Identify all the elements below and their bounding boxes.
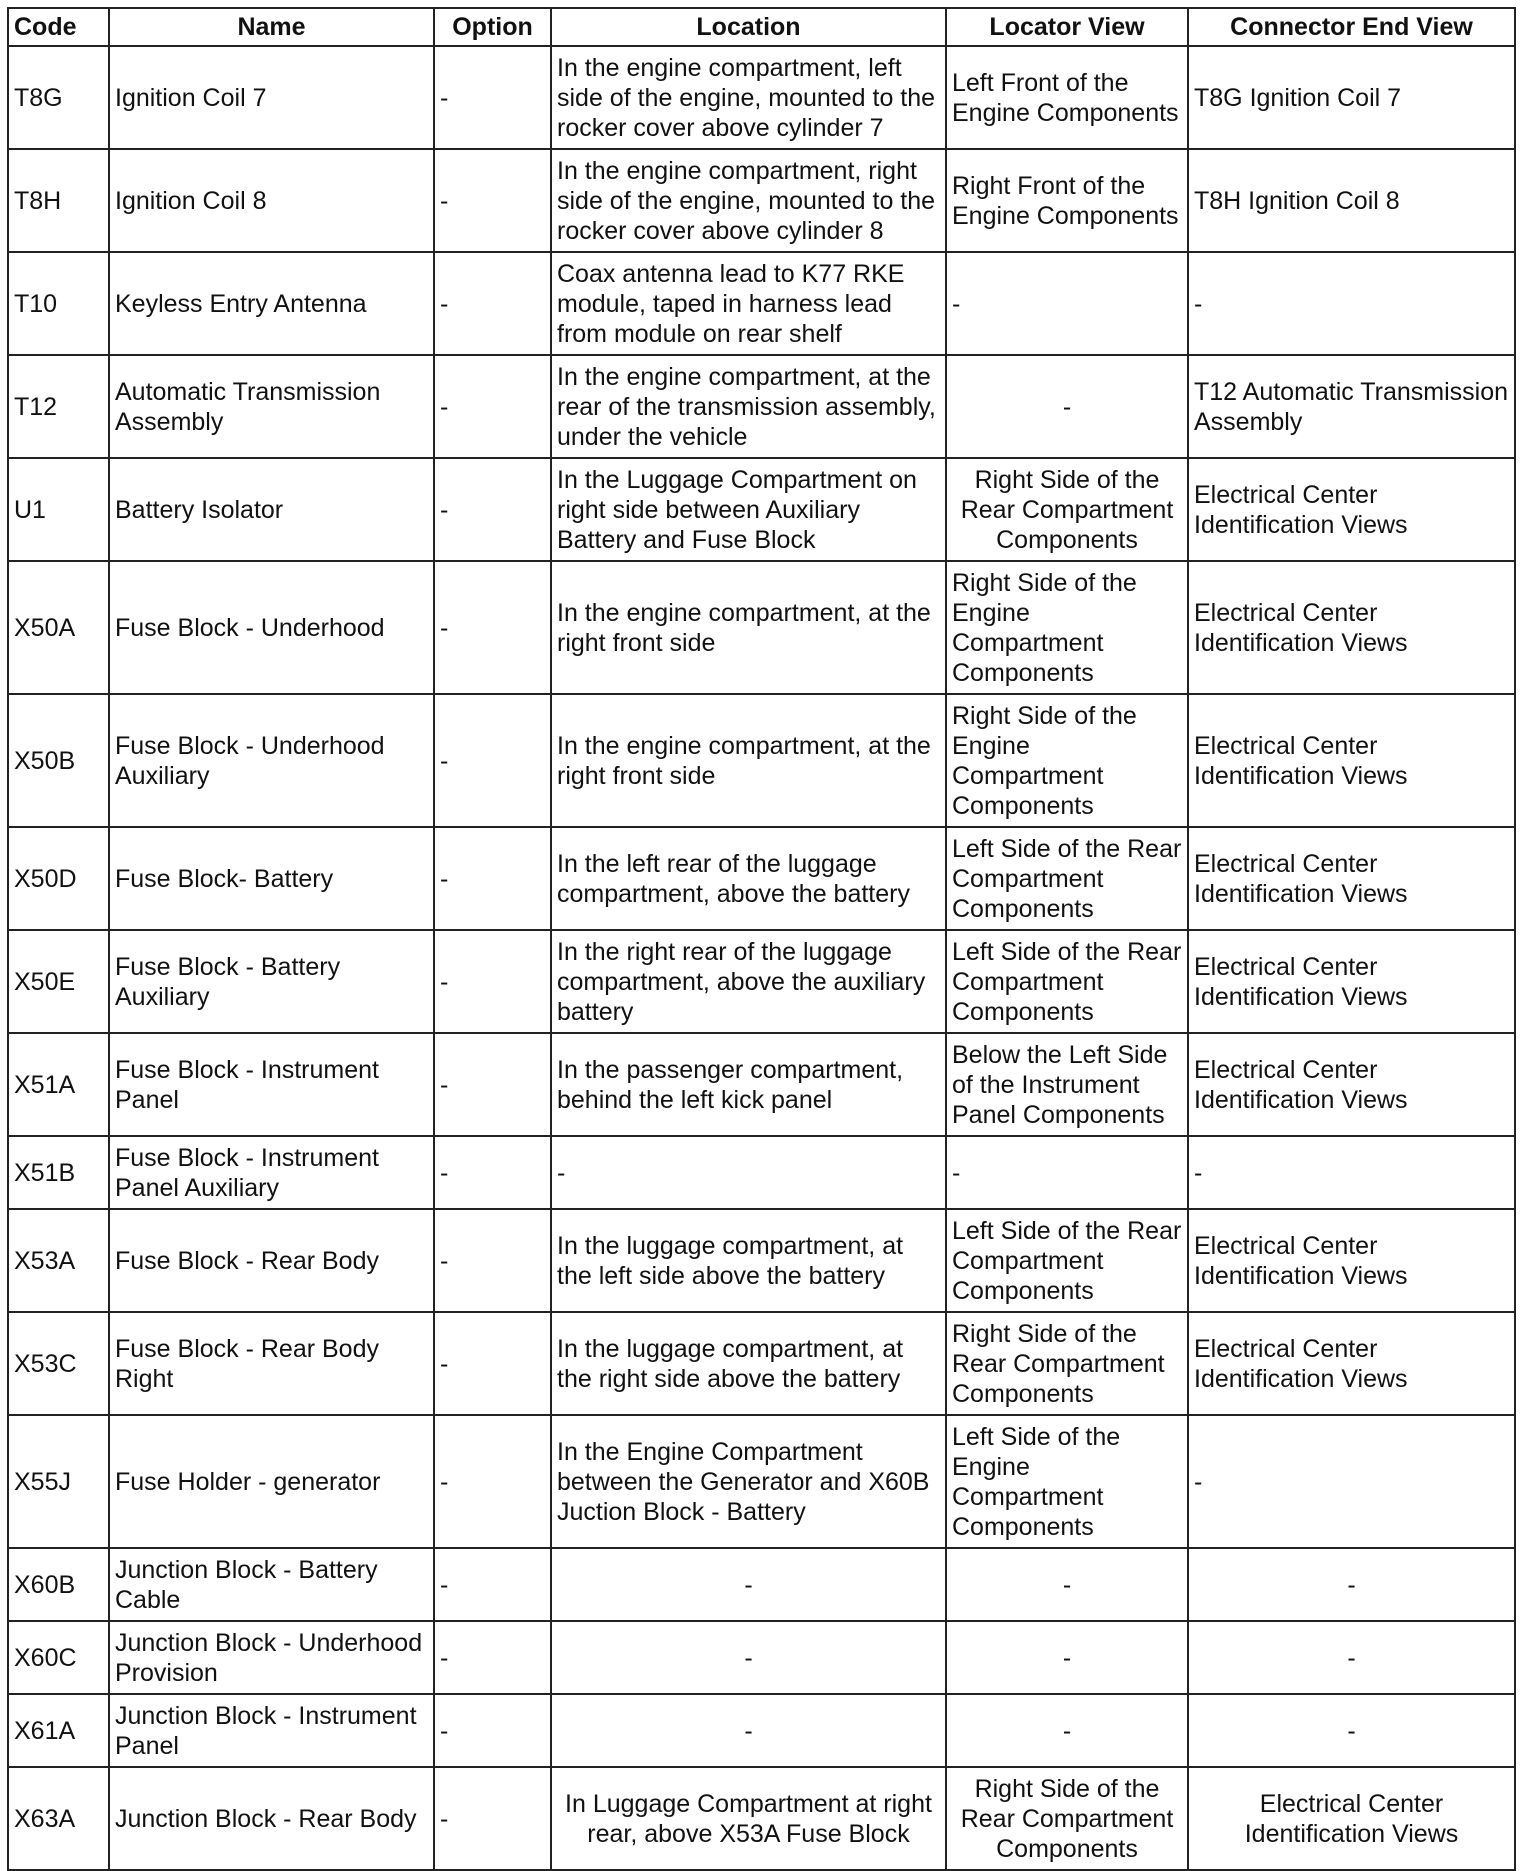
- cell-locator-view: Left Side of the Rear Compartment Components: [946, 827, 1188, 930]
- cell-location: -: [551, 1621, 946, 1694]
- cell-option: -: [434, 1694, 551, 1767]
- cell-locator-view: -: [946, 1136, 1188, 1209]
- cell-name: Fuse Holder - generator: [109, 1415, 434, 1548]
- cell-option: -: [434, 1136, 551, 1209]
- cell-code: X51A: [8, 1033, 109, 1136]
- header-locator-view: Locator View: [946, 8, 1188, 46]
- cell-connector-end-view: Electrical Center Identification Views: [1188, 561, 1515, 694]
- cell-code: T8H: [8, 149, 109, 252]
- component-locator-table: [7, 7, 1516, 1871]
- table-row: [8, 1209, 1515, 1312]
- cell-connector-end-view: Electrical Center Identification Views: [1188, 458, 1515, 561]
- cell-locator-view: Left Side of the Engine Compartment Components: [946, 1415, 1188, 1548]
- cell-name: Ignition Coil 7: [109, 46, 434, 149]
- table-row: [8, 827, 1515, 930]
- cell-connector-end-view: -: [1188, 1694, 1515, 1767]
- cell-connector-end-view: Electrical Center Identification Views: [1188, 827, 1515, 930]
- cell-option: -: [434, 1415, 551, 1548]
- cell-code: X50E: [8, 930, 109, 1033]
- cell-location: In the left rear of the luggage compartment, above the battery: [551, 827, 946, 930]
- cell-option: -: [434, 46, 551, 149]
- cell-option: -: [434, 930, 551, 1033]
- cell-locator-view: Left Front of the Engine Components: [946, 46, 1188, 149]
- cell-name: Fuse Block- Battery: [109, 827, 434, 930]
- cell-name: Fuse Block - Underhood: [109, 561, 434, 694]
- cell-code: X50B: [8, 694, 109, 827]
- cell-code: X55J: [8, 1415, 109, 1548]
- cell-location: In Luggage Compartment at right rear, above X53A Fuse Block: [551, 1767, 946, 1870]
- cell-connector-end-view: -: [1188, 1548, 1515, 1621]
- cell-option: -: [434, 252, 551, 355]
- cell-location: In the passenger compartment, behind the left kick panel: [551, 1033, 946, 1136]
- cell-location: In the engine compartment, at the right front side: [551, 694, 946, 827]
- header-option: Option: [434, 8, 551, 46]
- cell-name: Fuse Block - Underhood Auxiliary: [109, 694, 434, 827]
- cell-location: Coax antenna lead to K77 RKE module, taped in harness lead from module on rear shelf: [551, 252, 946, 355]
- cell-name: Fuse Block - Instrument Panel Auxiliary: [109, 1136, 434, 1209]
- header-location: Location: [551, 8, 946, 46]
- cell-name: Keyless Entry Antenna: [109, 252, 434, 355]
- table-row: [8, 355, 1515, 458]
- cell-location: In the Engine Compartment between the Generator and X60B Juction Block - Battery: [551, 1415, 946, 1548]
- header-code: Code: [8, 8, 109, 46]
- cell-connector-end-view: T8H Ignition Coil 8: [1188, 149, 1515, 252]
- table-row: [8, 930, 1515, 1033]
- cell-name: Junction Block - Rear Body: [109, 1767, 434, 1870]
- cell-code: X50A: [8, 561, 109, 694]
- cell-name: Ignition Coil 8: [109, 149, 434, 252]
- cell-option: -: [434, 1209, 551, 1312]
- table-row: [8, 1767, 1515, 1870]
- cell-location: In the engine compartment, left side of the engine, mounted to the rocker cover above cylinder 7: [551, 46, 946, 149]
- cell-connector-end-view: Electrical Center Identification Views: [1188, 1033, 1515, 1136]
- cell-name: Fuse Block - Instrument Panel: [109, 1033, 434, 1136]
- cell-name: Automatic Transmission Assembly: [109, 355, 434, 458]
- cell-option: -: [434, 149, 551, 252]
- table-row: [8, 694, 1515, 827]
- cell-locator-view: Left Side of the Rear Compartment Components: [946, 1209, 1188, 1312]
- cell-locator-view: Right Side of the Rear Compartment Components: [946, 1312, 1188, 1415]
- component-locator-table-container: [7, 7, 1514, 1871]
- table-row: [8, 1694, 1515, 1767]
- cell-option: -: [434, 458, 551, 561]
- cell-name: Battery Isolator: [109, 458, 434, 561]
- cell-location: In the engine compartment, at the rear of the transmission assembly, under the vehicle: [551, 355, 946, 458]
- cell-connector-end-view: Electrical Center Identification Views: [1188, 1767, 1515, 1870]
- cell-code: X60C: [8, 1621, 109, 1694]
- cell-locator-view: -: [946, 355, 1188, 458]
- table-row: [8, 46, 1515, 149]
- table-row: [8, 1033, 1515, 1136]
- cell-locator-view: -: [946, 1694, 1188, 1767]
- cell-locator-view: -: [946, 1621, 1188, 1694]
- cell-code: X60B: [8, 1548, 109, 1621]
- cell-connector-end-view: -: [1188, 1136, 1515, 1209]
- cell-name: Fuse Block - Rear Body Right: [109, 1312, 434, 1415]
- cell-connector-end-view: Electrical Center Identification Views: [1188, 930, 1515, 1033]
- cell-name: Junction Block - Battery Cable: [109, 1548, 434, 1621]
- cell-locator-view: -: [946, 252, 1188, 355]
- cell-locator-view: Below the Left Side of the Instrument Panel Components: [946, 1033, 1188, 1136]
- cell-location: -: [551, 1548, 946, 1621]
- cell-code: X51B: [8, 1136, 109, 1209]
- cell-locator-view: Right Front of the Engine Components: [946, 149, 1188, 252]
- cell-code: T8G: [8, 46, 109, 149]
- cell-connector-end-view: Electrical Center Identification Views: [1188, 694, 1515, 827]
- cell-option: -: [434, 1767, 551, 1870]
- cell-location: In the right rear of the luggage compartment, above the auxiliary battery: [551, 930, 946, 1033]
- table-row: [8, 1548, 1515, 1621]
- cell-connector-end-view: T8G Ignition Coil 7: [1188, 46, 1515, 149]
- table-row: [8, 1312, 1515, 1415]
- cell-code: T12: [8, 355, 109, 458]
- cell-connector-end-view: Electrical Center Identification Views: [1188, 1209, 1515, 1312]
- table-row: [8, 561, 1515, 694]
- cell-locator-view: Right Side of the Engine Compartment Components: [946, 561, 1188, 694]
- cell-code: X53C: [8, 1312, 109, 1415]
- cell-location: In the Luggage Compartment on right side between Auxiliary Battery and Fuse Block: [551, 458, 946, 561]
- cell-option: -: [434, 827, 551, 930]
- cell-connector-end-view: -: [1188, 1621, 1515, 1694]
- cell-code: X53A: [8, 1209, 109, 1312]
- cell-locator-view: Right Side of the Rear Compartment Components: [946, 1767, 1188, 1870]
- cell-code: X63A: [8, 1767, 109, 1870]
- table-row: [8, 458, 1515, 561]
- cell-locator-view: Right Side of the Engine Compartment Components: [946, 694, 1188, 827]
- table-row: [8, 1621, 1515, 1694]
- table-row: [8, 149, 1515, 252]
- cell-code: X50D: [8, 827, 109, 930]
- table-row: [8, 1415, 1515, 1548]
- header-row: [8, 8, 1515, 46]
- cell-option: -: [434, 1621, 551, 1694]
- cell-locator-view: Left Side of the Rear Compartment Components: [946, 930, 1188, 1033]
- header-connector-end-view: Connector End View: [1188, 8, 1515, 46]
- cell-location: In the engine compartment, right side of the engine, mounted to the rocker cover above cylinder 8: [551, 149, 946, 252]
- cell-connector-end-view: Electrical Center Identification Views: [1188, 1312, 1515, 1415]
- cell-option: -: [434, 1312, 551, 1415]
- cell-location: In the luggage compartment, at the left side above the battery: [551, 1209, 946, 1312]
- cell-location: In the luggage compartment, at the right side above the battery: [551, 1312, 946, 1415]
- cell-option: -: [434, 694, 551, 827]
- cell-option: -: [434, 1548, 551, 1621]
- cell-name: Fuse Block - Battery Auxiliary: [109, 930, 434, 1033]
- cell-code: T10: [8, 252, 109, 355]
- cell-connector-end-view: T12 Automatic Transmission Assembly: [1188, 355, 1515, 458]
- cell-name: Junction Block - Instrument Panel: [109, 1694, 434, 1767]
- cell-connector-end-view: -: [1188, 1415, 1515, 1548]
- cell-location: -: [551, 1694, 946, 1767]
- cell-option: -: [434, 561, 551, 694]
- cell-name: Junction Block - Underhood Provision: [109, 1621, 434, 1694]
- cell-location: In the engine compartment, at the right front side: [551, 561, 946, 694]
- cell-option: -: [434, 1033, 551, 1136]
- cell-location: -: [551, 1136, 946, 1209]
- cell-connector-end-view: -: [1188, 252, 1515, 355]
- cell-locator-view: Right Side of the Rear Compartment Components: [946, 458, 1188, 561]
- cell-locator-view: -: [946, 1548, 1188, 1621]
- cell-code: X61A: [8, 1694, 109, 1767]
- header-name: Name: [109, 8, 434, 46]
- table-row: [8, 252, 1515, 355]
- table-row: [8, 1136, 1515, 1209]
- cell-name: Fuse Block - Rear Body: [109, 1209, 434, 1312]
- cell-code: U1: [8, 458, 109, 561]
- cell-option: -: [434, 355, 551, 458]
